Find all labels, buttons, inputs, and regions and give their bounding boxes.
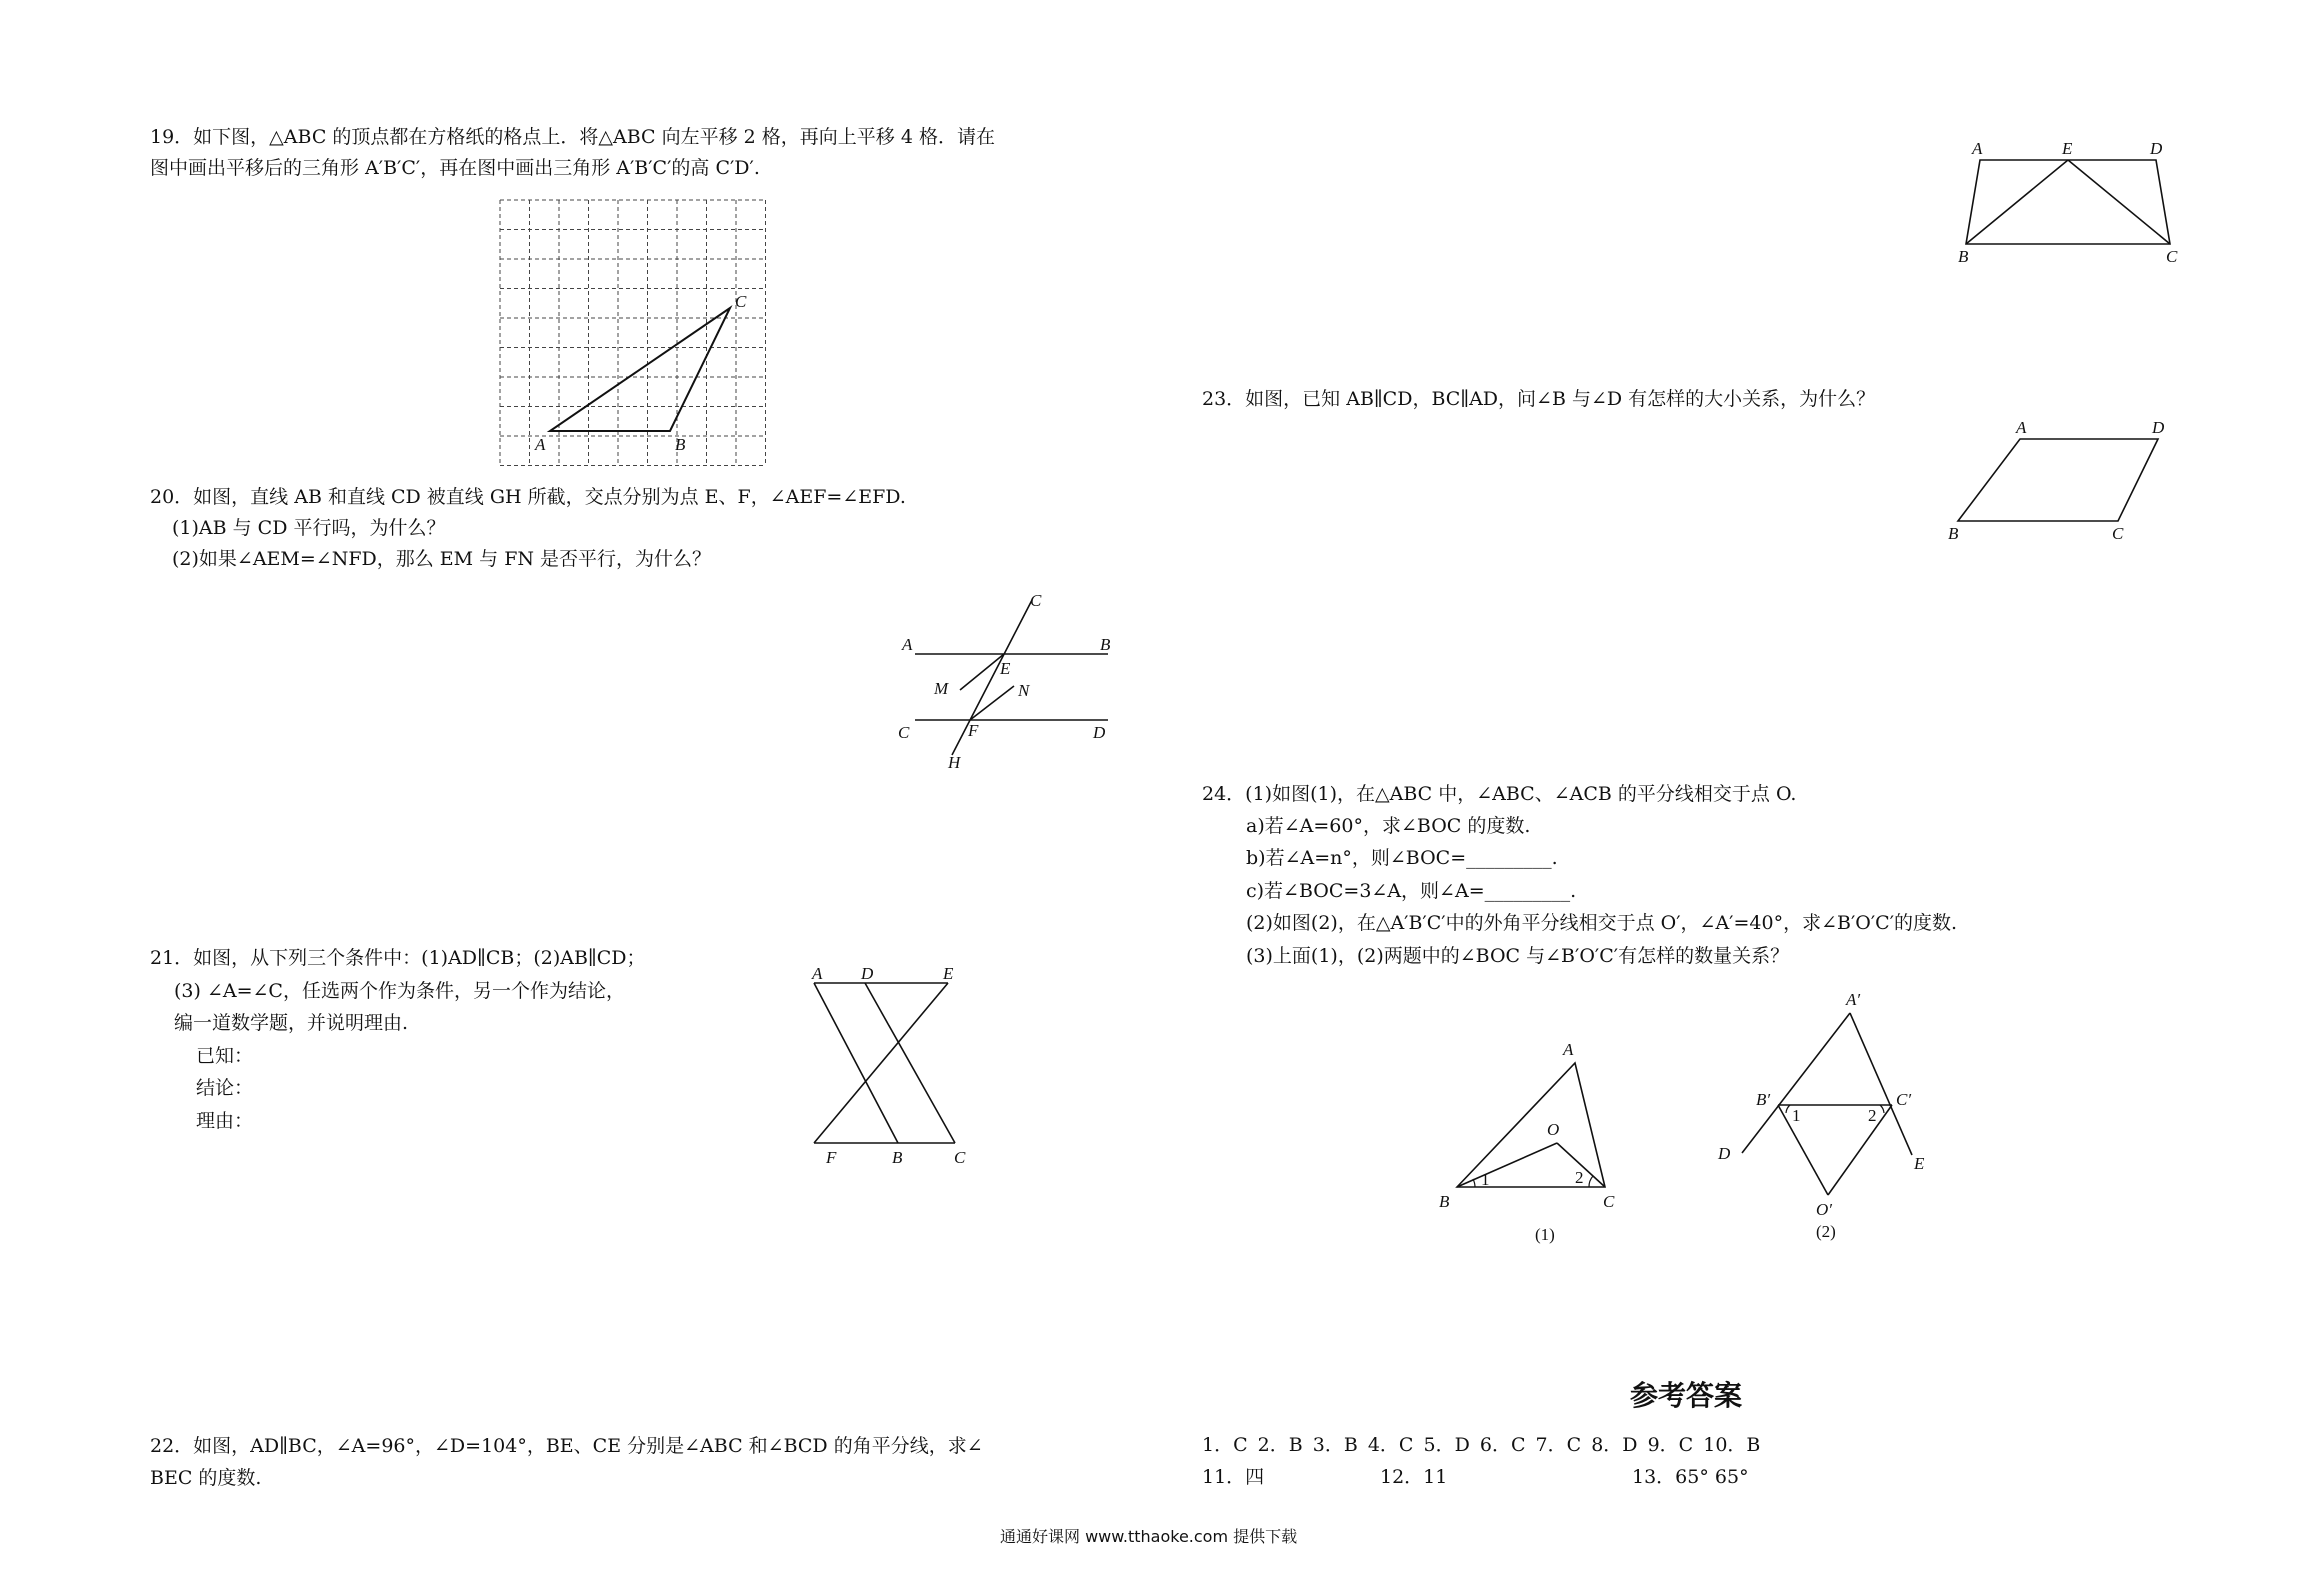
q24-c: c)若∠BOC=3∠A，则∠A=_________. (1246, 880, 1577, 902)
q21-line1: 21．如图，从下列三个条件中：(1)AD∥CB；(2)AB∥CD； (150, 947, 646, 969)
q22-line2: BEC 的度数. (150, 1467, 262, 1489)
answer-13: 13．65° 65° (1632, 1466, 1749, 1488)
q24-p3: (3)上面(1)，(2)两题中的∠BOC 与∠B′O′C′有怎样的数量关系？ (1246, 945, 1790, 967)
q24-a: a)若∠A=60°，求∠BOC 的度数. (1246, 815, 1531, 837)
q22-label-c: C (2166, 247, 2178, 266)
q24-fig2-label-e: E (1914, 1154, 1925, 1173)
q24-fig1-angle-1: 1 (1481, 1170, 1490, 1189)
q21-line2: (3) ∠A=∠C，任选两个作为条件，另一个作为结论， (174, 980, 625, 1002)
footer-source: 通通好课网 www.tthaoke.com 提供下载 (1000, 1527, 1298, 1546)
q20-label-n: N (1018, 681, 1030, 700)
q24-fig1-label-o: O (1547, 1120, 1560, 1139)
triangle-abc (550, 308, 730, 431)
q20-label-f: F (968, 721, 979, 740)
q23-label-d: D (2152, 418, 2165, 437)
q21-reason: 理由： (196, 1110, 254, 1132)
q20-line1: 20．如图，直线 AB 和直线 CD 被直线 GH 所截，交点分别为点 E、F，∠AEF=∠EFD. (150, 486, 906, 508)
q19-label-c: C (735, 292, 747, 311)
q20-label-d: D (1093, 723, 1106, 742)
answers-heading: 参考答案 (1630, 1379, 1743, 1412)
q20-label-e: E (1000, 659, 1011, 678)
q20-label-a: A (902, 635, 913, 654)
q19-label-b: B (675, 435, 686, 454)
q24-fig2-angle-1: 1 (1792, 1106, 1801, 1125)
q22-figure (1950, 140, 2180, 265)
q20-label-b: B (1100, 635, 1111, 654)
q24-fig2-label-c: C′ (1896, 1090, 1912, 1109)
q24-fig2-label-b: B′ (1756, 1090, 1771, 1109)
q22-label-d: D (2150, 139, 2163, 158)
q20-label-m: M (934, 679, 949, 698)
q20-line2: (1)AB 与 CD 平行吗，为什么？ (172, 517, 446, 539)
answer-12: 12．11 (1380, 1466, 1448, 1488)
q21-conclusion: 结论： (196, 1077, 254, 1099)
q20-label-ctop: C (1030, 591, 1042, 610)
q21-figure (808, 965, 988, 1170)
q20-line3: (2)如果∠AEM=∠NFD，那么 EM 与 FN 是否平行，为什么？ (172, 548, 712, 570)
answer-11: 11．四 (1202, 1466, 1265, 1488)
q23-line1: 23．如图，已知 AB∥CD，BC∥AD，问∠B 与∠D 有怎样的大小关系，为什么？ (1202, 388, 1876, 410)
q24-fig2-label-a: A′ (1846, 990, 1861, 1009)
q21-label-d: D (861, 964, 874, 983)
q19-label-a: A (535, 435, 546, 454)
q24-fig2-label-o: O′ (1816, 1200, 1832, 1219)
q24-fig2-label-d: D (1718, 1144, 1731, 1163)
q21-label-a: A (812, 964, 823, 983)
q24-p2: (2)如图(2)，在△A′B′C′中的外角平分线相交于点 O′，∠A′=40°，求∠B′O′C′的度数. (1246, 912, 1958, 934)
q21-label-b: B (892, 1148, 903, 1167)
q21-label-f: F (826, 1148, 837, 1167)
q20-figure (890, 590, 1130, 770)
q24-b: b)若∠A=n°，则∠BOC=_________. (1246, 847, 1558, 869)
q22-label-e: E (2062, 139, 2073, 158)
q24-fig1-angle-2: 2 (1575, 1168, 1584, 1187)
q23-label-c: C (2112, 524, 2124, 543)
q19-line1: 19．如下图，△ABC 的顶点都在方格纸的格点上．将△ABC 向左平移 2 格，再向上平移 4 格．请在 (150, 126, 995, 148)
q23-label-b: B (1948, 524, 1959, 543)
q22-label-b: B (1958, 247, 1969, 266)
q22-label-a: A (1972, 139, 1983, 158)
q24-figure-2 (1700, 985, 1960, 1245)
q24-fig2-angle-2: 2 (1868, 1106, 1877, 1125)
q20-label-c: C (898, 723, 910, 742)
q21-label-e: E (943, 964, 954, 983)
q23-label-a: A (2016, 418, 2027, 437)
q24-fig1-label-b: B (1439, 1192, 1450, 1211)
q19-line2: 图中画出平移后的三角形 A′B′C′，再在图中画出三角形 A′B′C′的高 C′D′. (150, 157, 760, 179)
q24-line1: 24．(1)如图(1)，在△ABC 中，∠ABC、∠ACB 的平分线相交于点 O. (1202, 783, 1797, 805)
q24-figure-1 (1435, 1035, 1635, 1245)
q21-label-c: C (954, 1148, 966, 1167)
q20-label-h: H (948, 753, 961, 772)
q24-fig1-label-c: C (1603, 1192, 1615, 1211)
q19-grid-figure (495, 195, 775, 465)
q22-line1: 22．如图，AD∥BC，∠A=96°，∠D=104°，BE、CE 分别是∠ABC 和∠BCD 的角平分线，求∠ (150, 1435, 983, 1457)
q21-given: 已知： (196, 1045, 254, 1067)
q24-fig2-caption: (2) (1816, 1222, 1836, 1241)
q23-figure (1940, 415, 2170, 545)
q24-fig1-label-a: A (1563, 1040, 1574, 1059)
answers-row-1: 1．C 2．B 3．B 4．C 5．D 6．C 7．C 8．D 9．C 10．B (1202, 1434, 1761, 1456)
q21-line3: 编一道数学题，并说明理由. (174, 1012, 409, 1034)
q24-fig1-caption: (1) (1535, 1225, 1555, 1244)
